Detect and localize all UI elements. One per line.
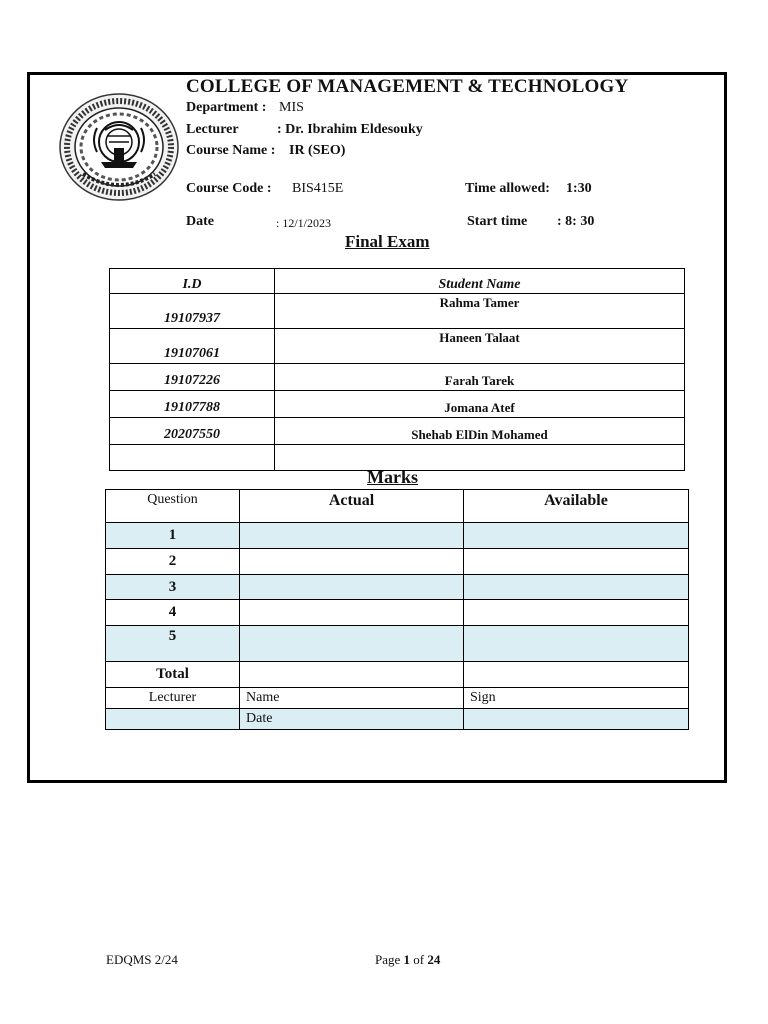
lecturer-label: Lecturer [186, 122, 239, 137]
actual-mark-cell [240, 523, 464, 549]
date-row [106, 709, 689, 730]
date-row-blank [106, 709, 240, 730]
question-number: 4 [106, 600, 240, 626]
actual-mark-cell [240, 600, 464, 626]
question-row [106, 626, 689, 662]
student-name: Farah Tarek [275, 364, 685, 391]
student-id: 20207550 [110, 418, 275, 445]
student-row [110, 391, 685, 418]
lecturer-value: : Dr. Ibrahim Eldesouky [277, 122, 423, 137]
question-number: 5 [106, 626, 240, 662]
student-row [110, 364, 685, 391]
student-name: Haneen Talaat [275, 329, 685, 364]
total-row [106, 662, 689, 688]
date-value: : 12/1/2023 [276, 216, 332, 230]
department-label: Department : [186, 100, 267, 115]
course-name-label: Course Name : [186, 143, 276, 158]
start-time-value: : 8: 30 [557, 214, 595, 229]
students-table [109, 268, 685, 471]
page-current: 1 [403, 952, 411, 967]
question-row [106, 600, 689, 626]
actual-mark-cell [240, 575, 464, 600]
id-column-header: I.D [110, 269, 275, 294]
student-id-empty [110, 445, 275, 471]
total-available-cell [464, 662, 689, 688]
date-row-value-cell [464, 709, 689, 730]
available-column-header: Available [464, 490, 689, 523]
student-row [110, 329, 685, 364]
available-mark-cell [464, 575, 689, 600]
document-code: EDQMS 2/24 [106, 952, 178, 967]
course-name-value: IR (SEO) [289, 143, 346, 158]
question-row [106, 523, 689, 549]
actual-mark-cell [240, 549, 464, 575]
question-column-header: Question [106, 490, 240, 523]
university-seal-logo [57, 92, 181, 202]
course-code-value: BIS415E [292, 181, 344, 196]
student-name-column-header: Student Name [275, 269, 685, 294]
sign-label: Sign [464, 688, 689, 709]
question-number: 2 [106, 549, 240, 575]
date-label: Date [186, 214, 214, 229]
exam-title: Final Exam [345, 232, 430, 251]
department-value: MIS [279, 100, 304, 115]
student-name: Shehab ElDin Mohamed [275, 418, 685, 445]
question-row [106, 575, 689, 600]
question-row [106, 549, 689, 575]
total-actual-cell [240, 662, 464, 688]
start-time-label: Start time [467, 214, 528, 229]
page-of: of [413, 952, 425, 967]
students-header-row [110, 269, 685, 294]
time-allowed-label: Time allowed: [465, 181, 550, 196]
available-mark-cell [464, 549, 689, 575]
course-code-label: Course Code : [186, 181, 272, 196]
total-label: Total [106, 662, 240, 688]
page-total: 24 [427, 952, 441, 967]
lecturer-row-label: Lecturer [106, 688, 240, 709]
page-prefix: Page [375, 952, 401, 967]
student-row [110, 294, 685, 329]
marks-title: Marks [367, 467, 418, 487]
student-name: Jomana Atef [275, 391, 685, 418]
question-number: 1 [106, 523, 240, 549]
actual-mark-cell [240, 626, 464, 662]
student-id: 19107226 [110, 364, 275, 391]
available-mark-cell [464, 523, 689, 549]
college-name: COLLEGE OF MANAGEMENT & TECHNOLOGY [186, 76, 629, 97]
time-allowed-value: 1:30 [566, 181, 592, 196]
lecturer-row [106, 688, 689, 709]
date-row-label: Date [240, 709, 464, 730]
student-name: Rahma Tamer [275, 294, 685, 329]
name-label: Name [240, 688, 464, 709]
student-id: 19107937 [110, 294, 275, 329]
page-indicator [375, 952, 440, 968]
available-mark-cell [464, 626, 689, 662]
student-id: 19107061 [110, 329, 275, 364]
marks-header-row [106, 490, 689, 523]
available-mark-cell [464, 600, 689, 626]
student-row [110, 418, 685, 445]
marks-table [105, 489, 689, 730]
actual-column-header: Actual [240, 490, 464, 523]
student-name-empty [275, 445, 685, 471]
question-number: 3 [106, 575, 240, 600]
student-id: 19107788 [110, 391, 275, 418]
